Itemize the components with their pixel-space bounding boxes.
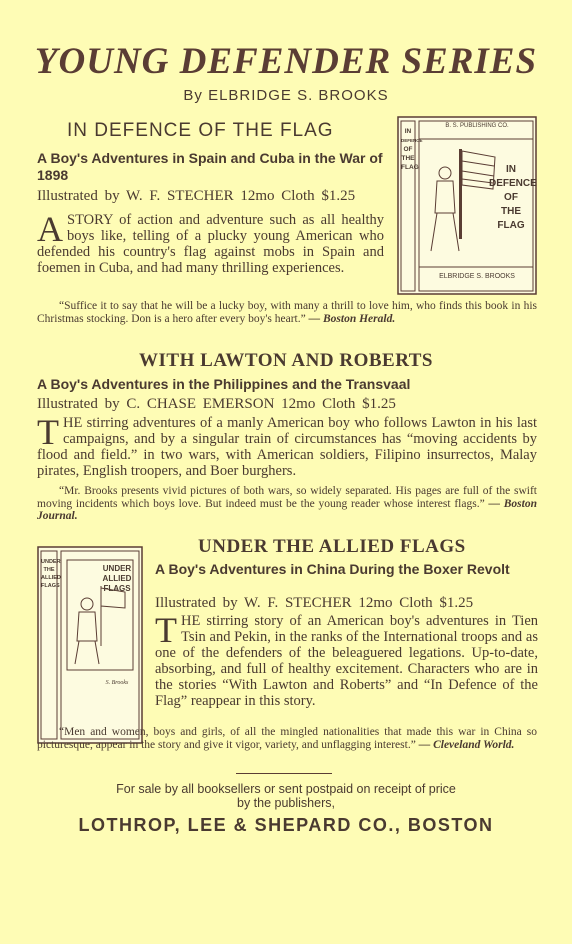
drop-cap: T [37,412,59,452]
book-cover-image-allied [37,546,143,744]
book-quote-3: “Men and women, boys and girls, of all the mingled nationalities that made this war in China so picturesque, appear in the story and give it vigor, variety, and unflagging interest.” — Cleveland World. [37,726,537,751]
book-cover-image-defence [397,113,537,296]
cover-spine: IN DEFENCE OF THE FLAG [401,128,423,171]
book-illustration-line-3: Illustrated by W. F. STECHER 12mo Cloth $1.25 [155,595,474,611]
book-title-3: UNDER THE ALLIED FLAGS [198,536,466,557]
series-author: By ELBRIDGE S. BROOKS [183,87,389,104]
book-subtitle-2: A Boy's Adventures in the Philippines and the Transvaal [37,376,411,392]
book-quote-2: “Mr. Brooks presents vivid pictures of both wars, so widely separated. His pages are full of the swift moving incidents which boys love. But indeed must be the young reader whose interest flags.” — Boston Journal. [37,485,537,522]
book-subtitle-3: A Boy's Adventures in China During the Boxer Revolt [155,561,510,577]
quote-source: — Boston Herald. [308,312,396,325]
drop-cap: T [155,610,177,650]
quote-source: — Cleveland World. [418,738,515,751]
cover-title: UNDER ALLIED FLAGS [102,564,132,593]
book-title-2: WITH LAWTON AND ROBERTS [139,350,433,371]
book-illustration-line-1: Illustrated by W. F. STECHER 12mo Cloth $1.25 [37,188,356,204]
book-quote-1: “Suffice it to say that he will be a lucky boy, with many a thrill to love him, who finds this book in his Christmas stocking. Don is a hero after every boy's heart.” — Boston Herald. [37,300,537,325]
book-subtitle-1: A Boy's Adventures in Spain and Cuba in the War of 1898 [37,150,383,183]
cover-author: ELBRIDGE S. BROOKS [439,273,515,280]
divider [236,773,332,774]
book-description-3: THE stirring story of an American boy's adventures in Tien Tsin and Pekin, in the ranks of the International troops and as one of the defenders of the beleaguered legations. Up-to-date, absorbing, and full of healthy excitement. Characters who are in the stories “With Lawton and Roberts” and “In Defence of the Flag” reappear in this story. [155,610,538,709]
cover-author: S. Brooks [105,680,129,686]
drop-cap: A [37,209,63,249]
quote-source: — Boston Journal. [37,497,537,522]
book-illustration-line-2: Illustrated by C. CHASE EMERSON 12mo Cloth $1.25 [37,396,396,412]
sale-note: For sale by all booksellers or sent postpaid on receipt of price by the publishers, [116,782,456,810]
cover-title: IN DEFENCE OF THE FLAG [489,164,537,231]
publisher-name: LOTHROP, LEE & SHEPARD CO., BOSTON [78,815,494,835]
series-title: YOUNG DEFENDER SERIES [34,41,538,82]
book-title-1: IN DEFENCE OF THE FLAG [67,120,334,141]
cover-top-line: B. S. PUBLISHING CO. [445,123,509,129]
book-description-2: THE stirring adventures of a manly American boy who follows Lawton in his last campaigns, and by a singular train of circumstances has “moving accidents by flood and field.” in two wars, with American soldiers, Filipino insurrectos, Malay pirates, English troopers, and Boer burghers. [37,412,537,479]
cover-spine: UNDER THE ALLIED FLAGS [41,559,61,589]
book-description-1: ASTORY of action and adventure such as all healthy boys like, telling of a plucky young American who defended his country's flag against mobs in Spain and foemen in Cuba, and had many thrilling experiences. [37,209,384,276]
